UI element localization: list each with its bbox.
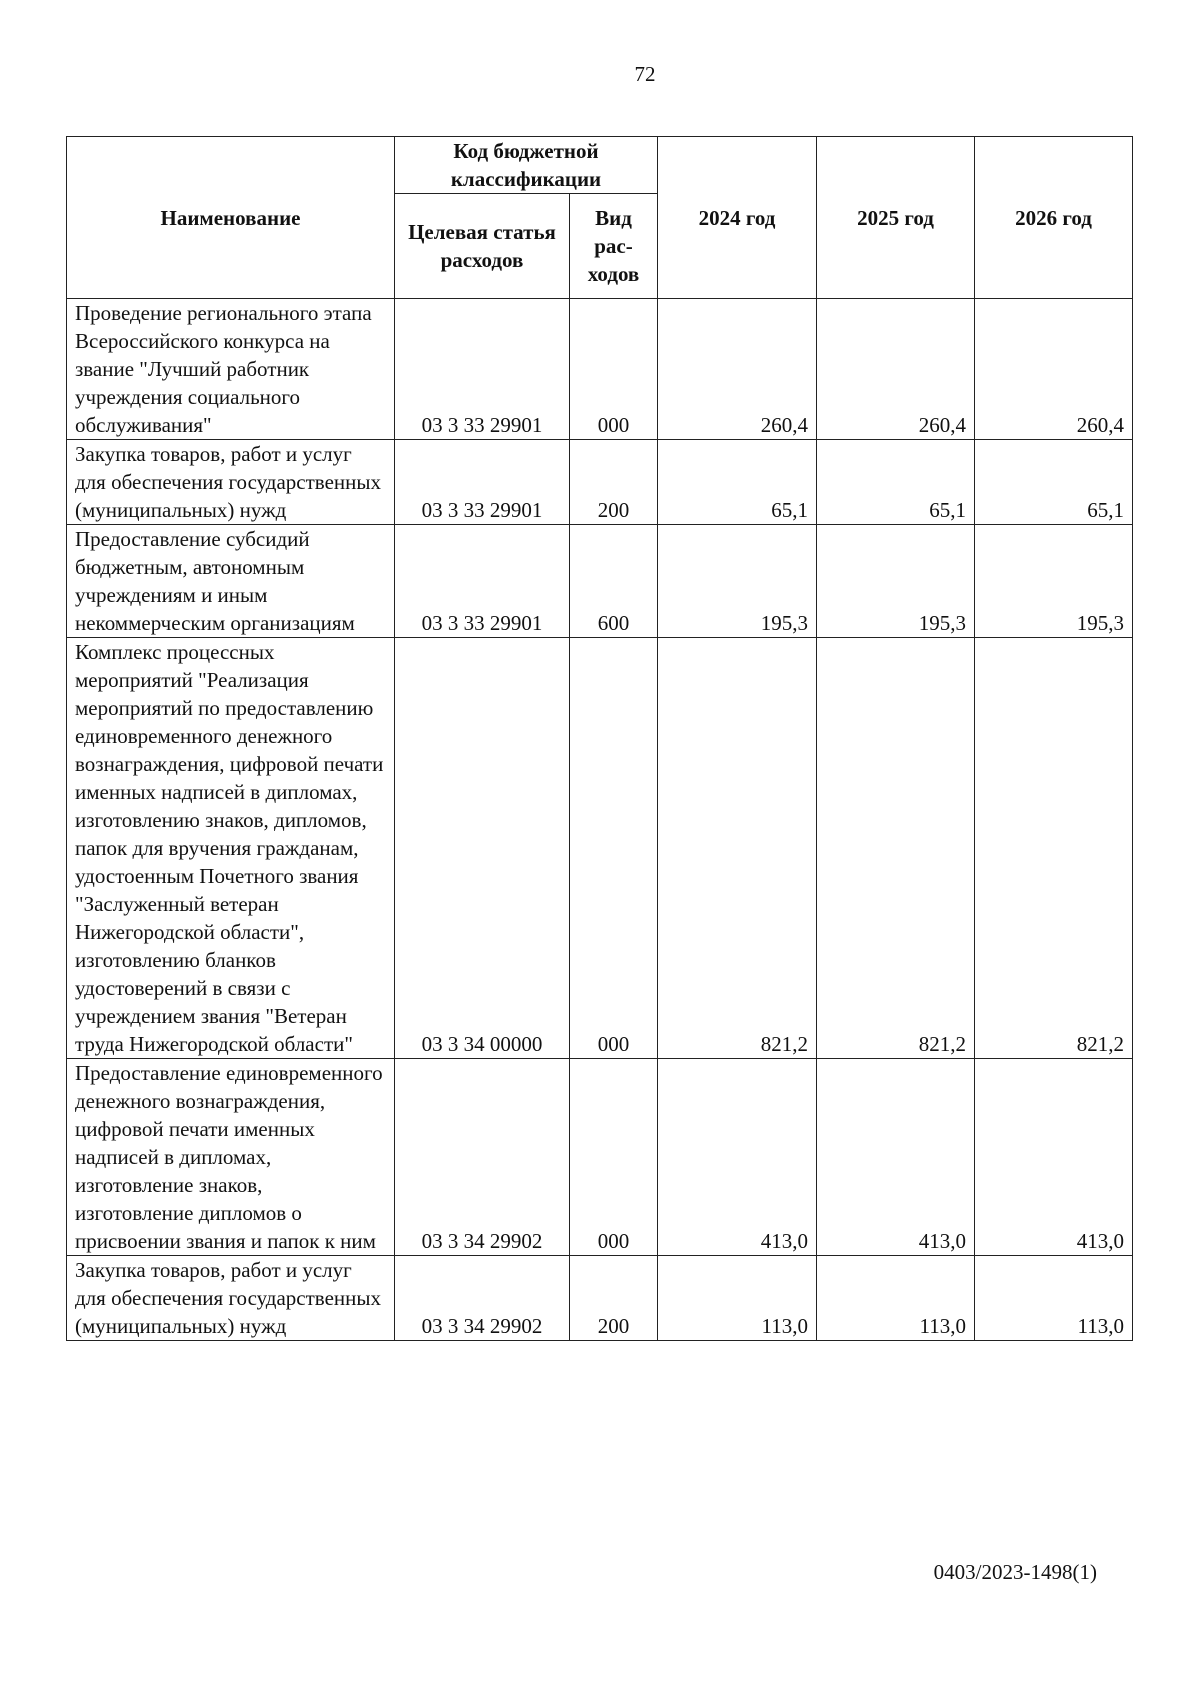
row-expense-type: 600 xyxy=(570,525,658,638)
row-target-article: 03 3 33 29901 xyxy=(395,525,570,638)
row-amount-2025: 260,4 xyxy=(817,299,975,440)
row-amount-2025: 113,0 xyxy=(817,1256,975,1341)
header-expense-type: Вид рас-ходов xyxy=(570,194,658,299)
row-amount-2025: 821,2 xyxy=(817,638,975,1059)
page-number: 72 xyxy=(634,62,656,86)
row-name: Закупка товаров, работ и услуг для обеспечения государственных (муниципальных) нужд xyxy=(67,1256,395,1341)
row-amount-2026: 260,4 xyxy=(975,299,1133,440)
row-expense-type: 000 xyxy=(570,638,658,1059)
row-target-article: 03 3 33 29901 xyxy=(395,299,570,440)
row-name: Предоставление субсидий бюджетным, автономным учреждениям и иным некоммерческим организациям xyxy=(67,525,395,638)
document-code: 0403/2023-1498(1) xyxy=(933,1560,1097,1584)
row-amount-2025: 65,1 xyxy=(817,440,975,525)
row-target-article: 03 3 34 29902 xyxy=(395,1059,570,1256)
row-expense-type: 200 xyxy=(570,1256,658,1341)
row-target-article: 03 3 33 29901 xyxy=(395,440,570,525)
table-header xyxy=(67,137,1133,299)
header-year-2024: 2024 год xyxy=(658,137,817,299)
header-year-2025: 2025 год xyxy=(817,137,975,299)
table-row xyxy=(67,638,1133,1059)
row-name: Закупка товаров, работ и услуг для обеспечения государственных (муниципальных) нужд xyxy=(67,440,395,525)
row-amount-2024: 821,2 xyxy=(658,638,817,1059)
row-expense-type: 000 xyxy=(570,1059,658,1256)
header-year-2026: 2026 год xyxy=(975,137,1133,299)
table-row xyxy=(67,525,1133,638)
row-amount-2026: 195,3 xyxy=(975,525,1133,638)
row-name: Предоставление единовременного денежного вознаграждения, цифровой печати именных надписей в дипломах, изготовление знаков, изготовление дипломов о присвоении звания и папок к ним xyxy=(67,1059,395,1256)
row-amount-2026: 413,0 xyxy=(975,1059,1133,1256)
row-expense-type: 200 xyxy=(570,440,658,525)
row-name: Проведение регионального этапа Всероссийского конкурса на звание "Лучший работник учреждения социального обслуживания" xyxy=(67,299,395,440)
header-budget-classification-code: Код бюджетной классификации xyxy=(395,137,658,194)
row-amount-2024: 195,3 xyxy=(658,525,817,638)
row-amount-2025: 413,0 xyxy=(817,1059,975,1256)
row-amount-2025: 195,3 xyxy=(817,525,975,638)
table-row xyxy=(67,440,1133,525)
row-expense-type: 000 xyxy=(570,299,658,440)
row-target-article: 03 3 34 00000 xyxy=(395,638,570,1059)
table-row xyxy=(67,1256,1133,1341)
row-amount-2024: 65,1 xyxy=(658,440,817,525)
row-amount-2024: 113,0 xyxy=(658,1256,817,1341)
header-name: Наименование xyxy=(67,137,395,299)
budget-table xyxy=(66,136,1133,1341)
row-amount-2024: 413,0 xyxy=(658,1059,817,1256)
row-target-article: 03 3 34 29902 xyxy=(395,1256,570,1341)
row-amount-2026: 65,1 xyxy=(975,440,1133,525)
table-row xyxy=(67,1059,1133,1256)
table-row xyxy=(67,299,1133,440)
row-amount-2026: 113,0 xyxy=(975,1256,1133,1341)
row-amount-2024: 260,4 xyxy=(658,299,817,440)
row-amount-2026: 821,2 xyxy=(975,638,1133,1059)
header-target-article: Целевая статья расходов xyxy=(395,194,570,299)
table-body xyxy=(67,299,1133,1341)
row-name: Комплекс процессных мероприятий "Реализация мероприятий по предоставлению единовременного денежного вознаграждения, цифровой печати именных надписей в дипломах, изготовлению знаков, дипломов, папок для вручения гражданам, удостоенным Почетного звания "Заслуженный ветеран Нижегородской области", изготовлению бланков удостоверений в связи с учреждением звания "Ветеран труда Нижегородской области" xyxy=(67,638,395,1059)
